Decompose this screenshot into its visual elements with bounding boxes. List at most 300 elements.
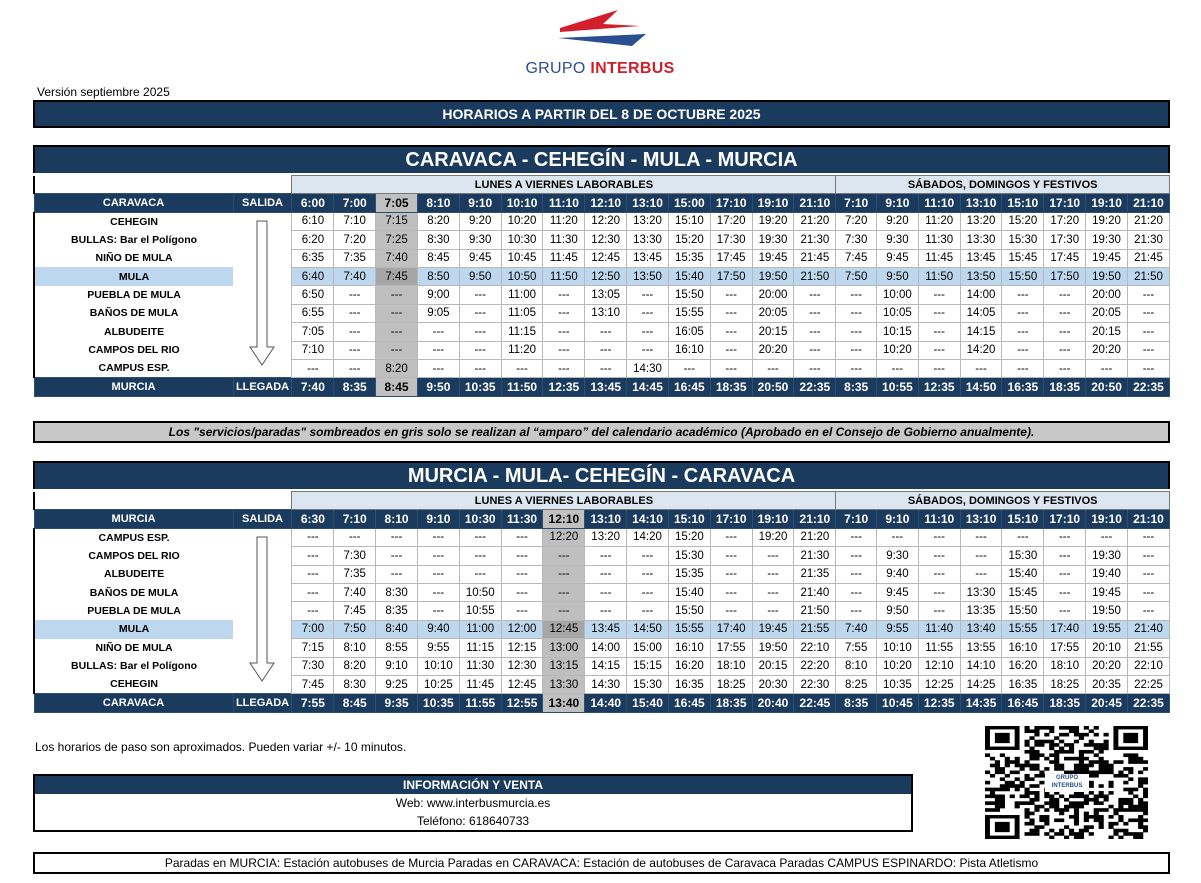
table-row (34, 341, 1170, 359)
departure-time: 13:10 (585, 510, 627, 528)
time-cell: 22:10 (1127, 657, 1169, 675)
stop-name: CEHEGIN (34, 675, 233, 693)
time-cell: 7:35 (334, 249, 376, 267)
timetable (33, 175, 1170, 397)
time-cell: --- (459, 528, 501, 546)
departure-time: 10:30 (459, 510, 501, 528)
time-cell: --- (627, 583, 669, 601)
time-cell: --- (376, 304, 418, 322)
time-cell: --- (334, 304, 376, 322)
time-cell: --- (501, 583, 543, 601)
arrival-time: 9:50 (417, 378, 459, 396)
time-cell: --- (836, 341, 877, 359)
time-cell: --- (543, 565, 585, 583)
time-cell: --- (1002, 341, 1044, 359)
time-cell: --- (1086, 528, 1128, 546)
time-cell: 15:55 (668, 304, 710, 322)
time-cell: 19:45 (1086, 249, 1128, 267)
time-cell: --- (836, 602, 877, 620)
departure-time: 7:00 (334, 194, 376, 212)
time-cell: 6:10 (292, 212, 334, 230)
stop-name: CAMPUS ESP. (34, 528, 233, 546)
arrival-time: 20:45 (1086, 694, 1128, 712)
arrival-time: 16:35 (1002, 378, 1044, 396)
time-cell: 7:50 (334, 620, 376, 638)
arrival-time: 22:35 (794, 378, 836, 396)
time-cell: 12:45 (543, 620, 585, 638)
time-cell: 14:50 (627, 620, 669, 638)
time-cell: 6:55 (292, 304, 334, 322)
table-row (34, 602, 1170, 620)
time-cell: 13:30 (960, 583, 1002, 601)
arrival-tag: LLEGADA (233, 378, 292, 396)
time-cell: --- (627, 547, 669, 565)
time-cell: 13:00 (543, 639, 585, 657)
time-cell: 18:25 (710, 675, 752, 693)
timetable (33, 491, 1170, 713)
time-cell: --- (292, 528, 334, 546)
departure-time: 9:10 (876, 194, 918, 212)
time-cell: --- (752, 565, 794, 583)
arrival-time: 8:45 (376, 378, 418, 396)
time-cell: 8:10 (836, 657, 877, 675)
time-cell: 12:30 (501, 657, 543, 675)
time-cell: 20:20 (1086, 657, 1128, 675)
departure-time: 19:10 (752, 510, 794, 528)
table-row (34, 212, 1170, 230)
time-cell: --- (1002, 304, 1044, 322)
time-cell: --- (585, 341, 627, 359)
weekend-label: SÁBADOS, DOMINGOS Y FESTIVOS (836, 176, 1170, 194)
time-cell: --- (752, 547, 794, 565)
time-cell: 7:45 (334, 602, 376, 620)
time-cell: 11:05 (501, 304, 543, 322)
time-cell: 7:55 (836, 639, 877, 657)
time-cell: --- (1127, 341, 1169, 359)
time-cell: --- (836, 528, 877, 546)
time-cell: 17:55 (710, 639, 752, 657)
time-cell: --- (918, 304, 960, 322)
time-cell: 11:40 (918, 620, 960, 638)
arrival-time: 16:45 (668, 694, 710, 712)
time-cell: --- (543, 286, 585, 304)
time-cell: --- (585, 359, 627, 377)
time-cell: --- (334, 286, 376, 304)
time-cell: --- (459, 565, 501, 583)
time-cell: --- (292, 583, 334, 601)
time-cell: --- (710, 602, 752, 620)
time-cell: 9:50 (876, 602, 918, 620)
time-cell: 20:00 (752, 286, 794, 304)
time-cell: 14:20 (960, 341, 1002, 359)
time-cell: 8:55 (376, 639, 418, 657)
time-cell: 9:20 (876, 212, 918, 230)
qr-code (985, 726, 1148, 839)
table-row (34, 323, 1170, 341)
time-cell: 21:45 (794, 249, 836, 267)
time-cell: 21:35 (794, 565, 836, 583)
time-cell: 15:50 (1002, 267, 1044, 285)
time-cell: 19:20 (1086, 212, 1128, 230)
time-cell: --- (918, 547, 960, 565)
time-cell: 11:30 (918, 231, 960, 249)
time-cell: --- (794, 323, 836, 341)
time-cell: 21:30 (1127, 231, 1169, 249)
departure-time: 11:30 (501, 510, 543, 528)
stop-name: PUEBLA DE MULA (34, 602, 233, 620)
time-cell: --- (1127, 286, 1169, 304)
time-cell: 20:20 (1086, 341, 1128, 359)
time-cell: 7:45 (836, 249, 877, 267)
time-cell: 19:40 (1086, 565, 1128, 583)
time-cell: 17:20 (1044, 212, 1086, 230)
time-cell: 12:30 (585, 231, 627, 249)
time-cell: 10:20 (501, 212, 543, 230)
time-cell: 21:50 (794, 602, 836, 620)
time-cell: --- (918, 528, 960, 546)
time-cell: 8:20 (417, 212, 459, 230)
time-cell: --- (710, 528, 752, 546)
arrival-time: 20:40 (752, 694, 794, 712)
time-cell: 7:40 (334, 267, 376, 285)
direction-arrow-icon (233, 528, 292, 694)
stops-footer: Paradas en MURCIA: Estación autobuses de Murcia Paradas en CARAVACA: Estación de autobuses de Caravaca Paradas CAMPUS ESPINARDO: Pista Atletismo (33, 852, 1170, 874)
time-cell: 17:30 (1044, 231, 1086, 249)
time-cell: 15:00 (627, 639, 669, 657)
departure-time: 11:10 (918, 510, 960, 528)
time-cell: 20:15 (752, 657, 794, 675)
departure-time: 21:10 (794, 194, 836, 212)
interbus-logo (500, 6, 700, 78)
time-cell: 17:45 (710, 249, 752, 267)
time-cell: 10:50 (459, 583, 501, 601)
time-cell: 6:20 (292, 231, 334, 249)
table-row (34, 528, 1170, 546)
time-cell: 12:20 (585, 212, 627, 230)
arrival-time: 8:35 (836, 694, 877, 712)
time-cell: 14:25 (960, 675, 1002, 693)
direction-arrow-icon (233, 212, 292, 378)
time-cell: 16:05 (668, 323, 710, 341)
time-cell: 19:30 (1086, 547, 1128, 565)
stop-name: CEHEGIN (34, 212, 233, 230)
time-cell: 21:20 (1127, 212, 1169, 230)
arrival-time: 10:55 (876, 378, 918, 396)
time-cell: 7:45 (292, 675, 334, 693)
time-cell: 21:45 (1127, 249, 1169, 267)
time-cell: 15:55 (668, 620, 710, 638)
time-cell: 15:30 (668, 547, 710, 565)
time-cell: 7:25 (376, 231, 418, 249)
time-cell: 8:35 (376, 602, 418, 620)
time-cell: 6:35 (292, 249, 334, 267)
time-cell: 19:30 (1086, 231, 1128, 249)
table-row (34, 249, 1170, 267)
info-web: Web: www.interbusmurcia.es (395, 796, 551, 810)
time-cell: 7:45 (376, 267, 418, 285)
time-cell: --- (836, 323, 877, 341)
time-cell: --- (918, 583, 960, 601)
time-cell: 19:45 (1086, 583, 1128, 601)
time-cell: --- (417, 359, 459, 377)
time-cell: --- (627, 565, 669, 583)
time-cell: --- (1127, 304, 1169, 322)
arrival-time: 12:55 (501, 694, 543, 712)
time-cell: 19:20 (752, 212, 794, 230)
time-cell: 13:45 (627, 249, 669, 267)
blank-cell (34, 176, 292, 194)
time-cell: --- (459, 304, 501, 322)
departure-time: 17:10 (1044, 194, 1086, 212)
departure-time: 15:10 (668, 510, 710, 528)
time-cell: 7:50 (836, 267, 877, 285)
stop-name: MULA (34, 620, 233, 638)
table-row (34, 675, 1170, 693)
time-cell: 14:15 (960, 323, 1002, 341)
time-cell: 11:30 (543, 231, 585, 249)
blank-cell (34, 492, 292, 510)
origin-label: CARAVACA (34, 194, 233, 212)
arrival-time: 14:45 (627, 378, 669, 396)
time-cell: 7:15 (376, 212, 418, 230)
info-phone: Teléfono: 618640733 (416, 814, 530, 828)
departure-time: 8:10 (417, 194, 459, 212)
time-cell: 8:45 (417, 249, 459, 267)
time-cell: --- (876, 359, 918, 377)
time-cell: 7:30 (836, 231, 877, 249)
time-cell: --- (376, 286, 418, 304)
weekday-label: LUNES A VIERNES LABORABLES (292, 492, 836, 510)
time-cell: 11:50 (918, 267, 960, 285)
departure-time: 17:10 (710, 194, 752, 212)
time-cell: 19:20 (752, 528, 794, 546)
time-cell: 12:45 (501, 675, 543, 693)
departure-time: 6:30 (292, 510, 334, 528)
time-cell: --- (1002, 286, 1044, 304)
time-cell: 9:55 (876, 620, 918, 638)
stop-name: MULA (34, 267, 233, 285)
time-cell: --- (918, 602, 960, 620)
arrival-time: 12:35 (918, 378, 960, 396)
time-cell: 11:45 (459, 675, 501, 693)
info-title: INFORMACIÓN Y VENTA (35, 776, 911, 794)
time-cell: 8:20 (334, 657, 376, 675)
time-cell: 20:35 (1086, 675, 1128, 693)
time-cell: 14:10 (960, 657, 1002, 675)
time-cell: --- (543, 547, 585, 565)
time-cell: --- (794, 359, 836, 377)
time-cell: 16:35 (1002, 675, 1044, 693)
time-cell: --- (1044, 323, 1086, 341)
table-row (34, 304, 1170, 322)
time-cell: 13:20 (627, 212, 669, 230)
arrival-tag: LLEGADA (233, 694, 292, 712)
time-cell: 8:10 (334, 639, 376, 657)
time-cell: 22:10 (794, 639, 836, 657)
time-cell: 7:40 (334, 583, 376, 601)
time-cell: 20:15 (1086, 323, 1128, 341)
stop-name: CAMPOS DEL RIO (34, 341, 233, 359)
departure-time: 21:10 (1127, 510, 1169, 528)
table-row (34, 547, 1170, 565)
time-cell: 10:15 (876, 323, 918, 341)
arrival-time: 14:50 (960, 378, 1002, 396)
time-cell: 12:10 (918, 657, 960, 675)
arrival-time: 11:55 (459, 694, 501, 712)
time-cell: 7:30 (292, 657, 334, 675)
time-cell: --- (710, 547, 752, 565)
arrival-time: 12:35 (543, 378, 585, 396)
time-cell: 6:40 (292, 267, 334, 285)
time-cell: --- (543, 323, 585, 341)
table-row (34, 565, 1170, 583)
time-cell: 9:30 (459, 231, 501, 249)
stop-name: CAMPOS DEL RIO (34, 547, 233, 565)
time-cell: --- (1044, 547, 1086, 565)
time-cell: 11:45 (918, 249, 960, 267)
departure-time: 9:10 (876, 510, 918, 528)
departure-time: 13:10 (960, 194, 1002, 212)
table-row (34, 267, 1170, 285)
arrival-time: 13:40 (543, 694, 585, 712)
time-cell: 11:00 (501, 286, 543, 304)
time-cell: --- (794, 304, 836, 322)
time-cell: 13:50 (627, 267, 669, 285)
time-cell: 21:40 (794, 583, 836, 601)
time-cell: 9:05 (417, 304, 459, 322)
version-label: Versión septiembre 2025 (37, 85, 170, 99)
time-cell: --- (627, 341, 669, 359)
time-cell: 16:20 (668, 657, 710, 675)
stop-name: BULLAS: Bar el Polígono (34, 231, 233, 249)
time-cell: 13:45 (585, 620, 627, 638)
time-cell: 18:10 (710, 657, 752, 675)
time-cell: 15:50 (1002, 602, 1044, 620)
time-cell: 8:30 (334, 675, 376, 693)
departure-time: 21:10 (794, 510, 836, 528)
time-cell: 15:40 (668, 267, 710, 285)
time-cell: 17:55 (1044, 639, 1086, 657)
time-cell: --- (710, 304, 752, 322)
time-cell: 21:50 (1127, 267, 1169, 285)
time-cell: --- (585, 565, 627, 583)
arrival-time: 12:35 (918, 694, 960, 712)
time-cell: --- (1127, 565, 1169, 583)
time-cell: --- (501, 359, 543, 377)
time-cell: 15:20 (1002, 212, 1044, 230)
time-cell: 15:40 (668, 583, 710, 601)
time-cell: 11:45 (543, 249, 585, 267)
time-cell: 9:40 (417, 620, 459, 638)
stop-name: ALBUDEITE (34, 565, 233, 583)
brand-name: GRUPO INTERBUS (525, 60, 675, 77)
time-cell: 15:40 (1002, 565, 1044, 583)
time-cell: 9:25 (376, 675, 418, 693)
time-cell: --- (292, 547, 334, 565)
time-cell: 16:20 (1002, 657, 1044, 675)
time-cell: 12:50 (585, 267, 627, 285)
time-cell: 20:05 (752, 304, 794, 322)
time-cell: 13:30 (960, 231, 1002, 249)
time-cell: --- (627, 286, 669, 304)
weekend-label: SÁBADOS, DOMINGOS Y FESTIVOS (836, 492, 1170, 510)
departure-time: 8:10 (376, 510, 418, 528)
departure-time: 19:10 (1086, 194, 1128, 212)
time-cell: --- (501, 547, 543, 565)
table-row (34, 231, 1170, 249)
time-cell: 16:10 (668, 341, 710, 359)
time-cell: 7:40 (376, 249, 418, 267)
arrival-time: 8:35 (334, 378, 376, 396)
departure-time: 7:10 (836, 510, 877, 528)
time-cell: --- (543, 359, 585, 377)
time-cell: --- (585, 583, 627, 601)
time-cell: --- (710, 583, 752, 601)
time-cell: --- (543, 583, 585, 601)
time-cell: 13:20 (585, 528, 627, 546)
time-cell: 19:50 (1086, 267, 1128, 285)
time-cell: --- (836, 565, 877, 583)
time-cell: 9:50 (876, 267, 918, 285)
time-cell: 15:55 (1002, 620, 1044, 638)
arrival-time: 18:35 (1044, 694, 1086, 712)
table-row (34, 359, 1170, 377)
time-cell: 14:20 (627, 528, 669, 546)
origin-label: MURCIA (34, 510, 233, 528)
time-cell: 14:15 (585, 657, 627, 675)
table-row (34, 583, 1170, 601)
time-cell: 9:00 (417, 286, 459, 304)
time-cell: 21:20 (794, 528, 836, 546)
time-cell: 22:30 (794, 675, 836, 693)
time-cell: 20:05 (1086, 304, 1128, 322)
time-cell: --- (960, 547, 1002, 565)
time-cell: 13:30 (543, 675, 585, 693)
time-cell: 12:20 (543, 528, 585, 546)
time-cell: --- (627, 602, 669, 620)
time-cell: 11:20 (501, 341, 543, 359)
time-cell: --- (585, 323, 627, 341)
time-cell: --- (1002, 359, 1044, 377)
time-cell: --- (543, 602, 585, 620)
time-cell: 9:55 (417, 639, 459, 657)
destination-label: MURCIA (34, 378, 233, 396)
time-cell: --- (376, 547, 418, 565)
time-cell: 15:45 (1002, 583, 1044, 601)
time-cell: 8:30 (417, 231, 459, 249)
arrival-time: 8:45 (334, 694, 376, 712)
arrival-time: 8:35 (836, 378, 877, 396)
time-cell: 13:40 (960, 620, 1002, 638)
arrival-time: 14:35 (960, 694, 1002, 712)
time-cell: 15:30 (1002, 547, 1044, 565)
time-cell: --- (585, 602, 627, 620)
time-cell: --- (668, 359, 710, 377)
time-cell: 7:10 (334, 212, 376, 230)
time-cell: --- (836, 583, 877, 601)
time-cell: 19:50 (752, 639, 794, 657)
time-cell: 11:20 (918, 212, 960, 230)
departure-time: 17:10 (1044, 510, 1086, 528)
time-cell: --- (876, 528, 918, 546)
time-cell: 8:25 (836, 675, 877, 693)
time-cell: 9:30 (876, 547, 918, 565)
departure-time: 7:10 (836, 194, 877, 212)
arrival-time: 22:35 (1127, 378, 1169, 396)
time-cell: 20:00 (1086, 286, 1128, 304)
time-cell: 9:45 (459, 249, 501, 267)
time-cell: 20:15 (752, 323, 794, 341)
